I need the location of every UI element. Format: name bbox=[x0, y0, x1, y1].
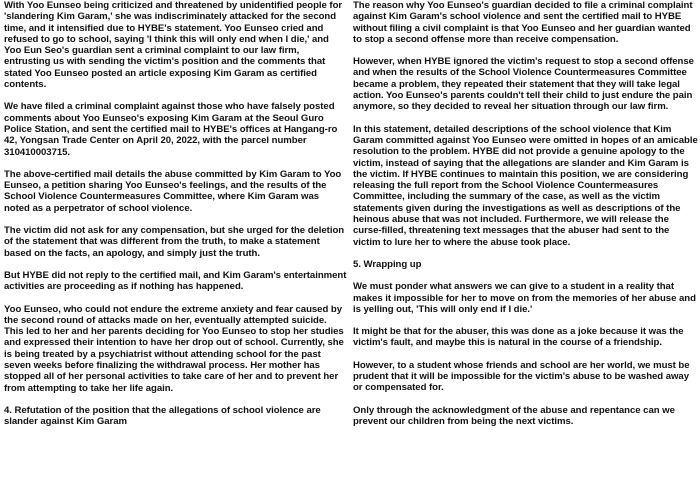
paragraph: In this statement, detailed descriptions of the school violence that Kim Garam committed against Yoo Eunseo were omitted in hopes of an amicable resolution to the problem. HYBE did not provide a genuine apology to the victim, instead of saying that the allegations are slander and Kim Garam is the victim. If HYBE continues to maintain this position, we are considering releasing the full report from the School Violence Countermeasures Committee, including the summary of the case, as well as the victim statements given during the investigations as well as descriptions of the heinous abuse that was not included. Furthermore, we will release the curse-filled, threatening text messages that the abuser had sent to the victim to lure her to where the abuse took place. bbox=[353, 123, 698, 248]
paragraph: But HYBE did not reply to the certified mail, and Kim Garam's entertainment activities are proceeding as if nothing has happened. bbox=[4, 269, 347, 293]
paragraph: With Yoo Eunseo being criticized and threatened by unidentified people for 'slandering Kim Garam,' she was indiscriminately attacked for the second time, and it intensified due to HYBE's statement. Yoo Eunseo cried and refused to go to school, saying 'I think this will only end when I die,' and Yoo Eun Seo's guardian sent a criminal complaint to our law firm, entrusting us with sending the victim's position and the comments that stated Yoo Eunseo posted an article exposing Kim Garam as certified contents. bbox=[4, 0, 343, 91]
section-heading-5: 5. Wrapping up bbox=[353, 258, 422, 270]
paragraph: Yoo Eunseo, who could not endure the extreme anxiety and fear caused by the second round of attacks made on her, eventually attempted suicide. This led to her and her parents deciding for Yoo Eunseo to stop her studies and expressed their intention to have her drop out of school. Currently, she is being treated by a psychiatrist without attending school for the past seven weeks before finalizing the withdrawal process. Her mother has stopped all of her personal activities to take care of her and to prevent her from attempting to take her life again. bbox=[4, 303, 344, 394]
paragraph: Only through the acknowledgment of the abuse and repentance can we prevent our children from being the next victims. bbox=[353, 404, 675, 427]
right-column bbox=[353, 0, 698, 438]
paragraph: The reason why Yoo Eunseo's guardian decided to file a criminal complaint against Kim Garam's school violence and sent the certified mail to HYBE without filing a civil complaint is that Yoo Eunseo and her guardian wanted to stop a second offense more than receive compensation. bbox=[353, 0, 693, 45]
paragraph: We must ponder what answers we can give to a student in a reality that makes it impossible for her to move on from the memories of her abuse and is yelling out, 'This will only end if I die.' bbox=[353, 281, 696, 315]
paragraph: However, to a student whose friends and school are her world, we must be prudent that it will be impossible for the victim's abuse to be washed away or compensated for. bbox=[353, 359, 690, 394]
paragraph: However, when HYBE ignored the victim's request to stop a second offense and when the results of the School Violence Countermeasures Committee became a problem, they repeated their statement that they will take legal action. Yoo Eunseo's parents couldn't tell their child to just endure the pain anymore, so they decided to reveal her situation through our law firm. bbox=[353, 56, 694, 113]
section-heading-4: 4. Refutation of the position that the allegations of school violence are slander against Kim Garam bbox=[4, 404, 321, 428]
left-column bbox=[4, 0, 347, 439]
paragraph: The victim did not ask for any compensation, but she urged for the deletion of the statement that was different from the truth, to make a statement based on the facts, an apology, and simply just the truth. bbox=[4, 225, 345, 259]
paragraph: The above-certified mail details the abuse committed by Kim Garam to Yoo Eunseo, a petition sharing Yoo Eunseo's feelings, and the results of the School Violence Countermeasures Committee, where Kim Garam was noted as a perpetrator of school violence. bbox=[4, 168, 342, 214]
paragraph: We have filed a criminal complaint against those who have falsely posted comments about Yoo Eunseo's exposing Kim Garam at the Seoul Guro Police Station, and sent the certified mail to HYBE's offices at Hangang-ro 42, Yongsan Trade Center on April 20, 2022, with the parcel number 310410003715. bbox=[4, 101, 338, 158]
paragraph: It might be that for the abuser, this was done as a joke because it was the victim's fault, and maybe this is natural in the course of a friendship. bbox=[353, 326, 684, 349]
